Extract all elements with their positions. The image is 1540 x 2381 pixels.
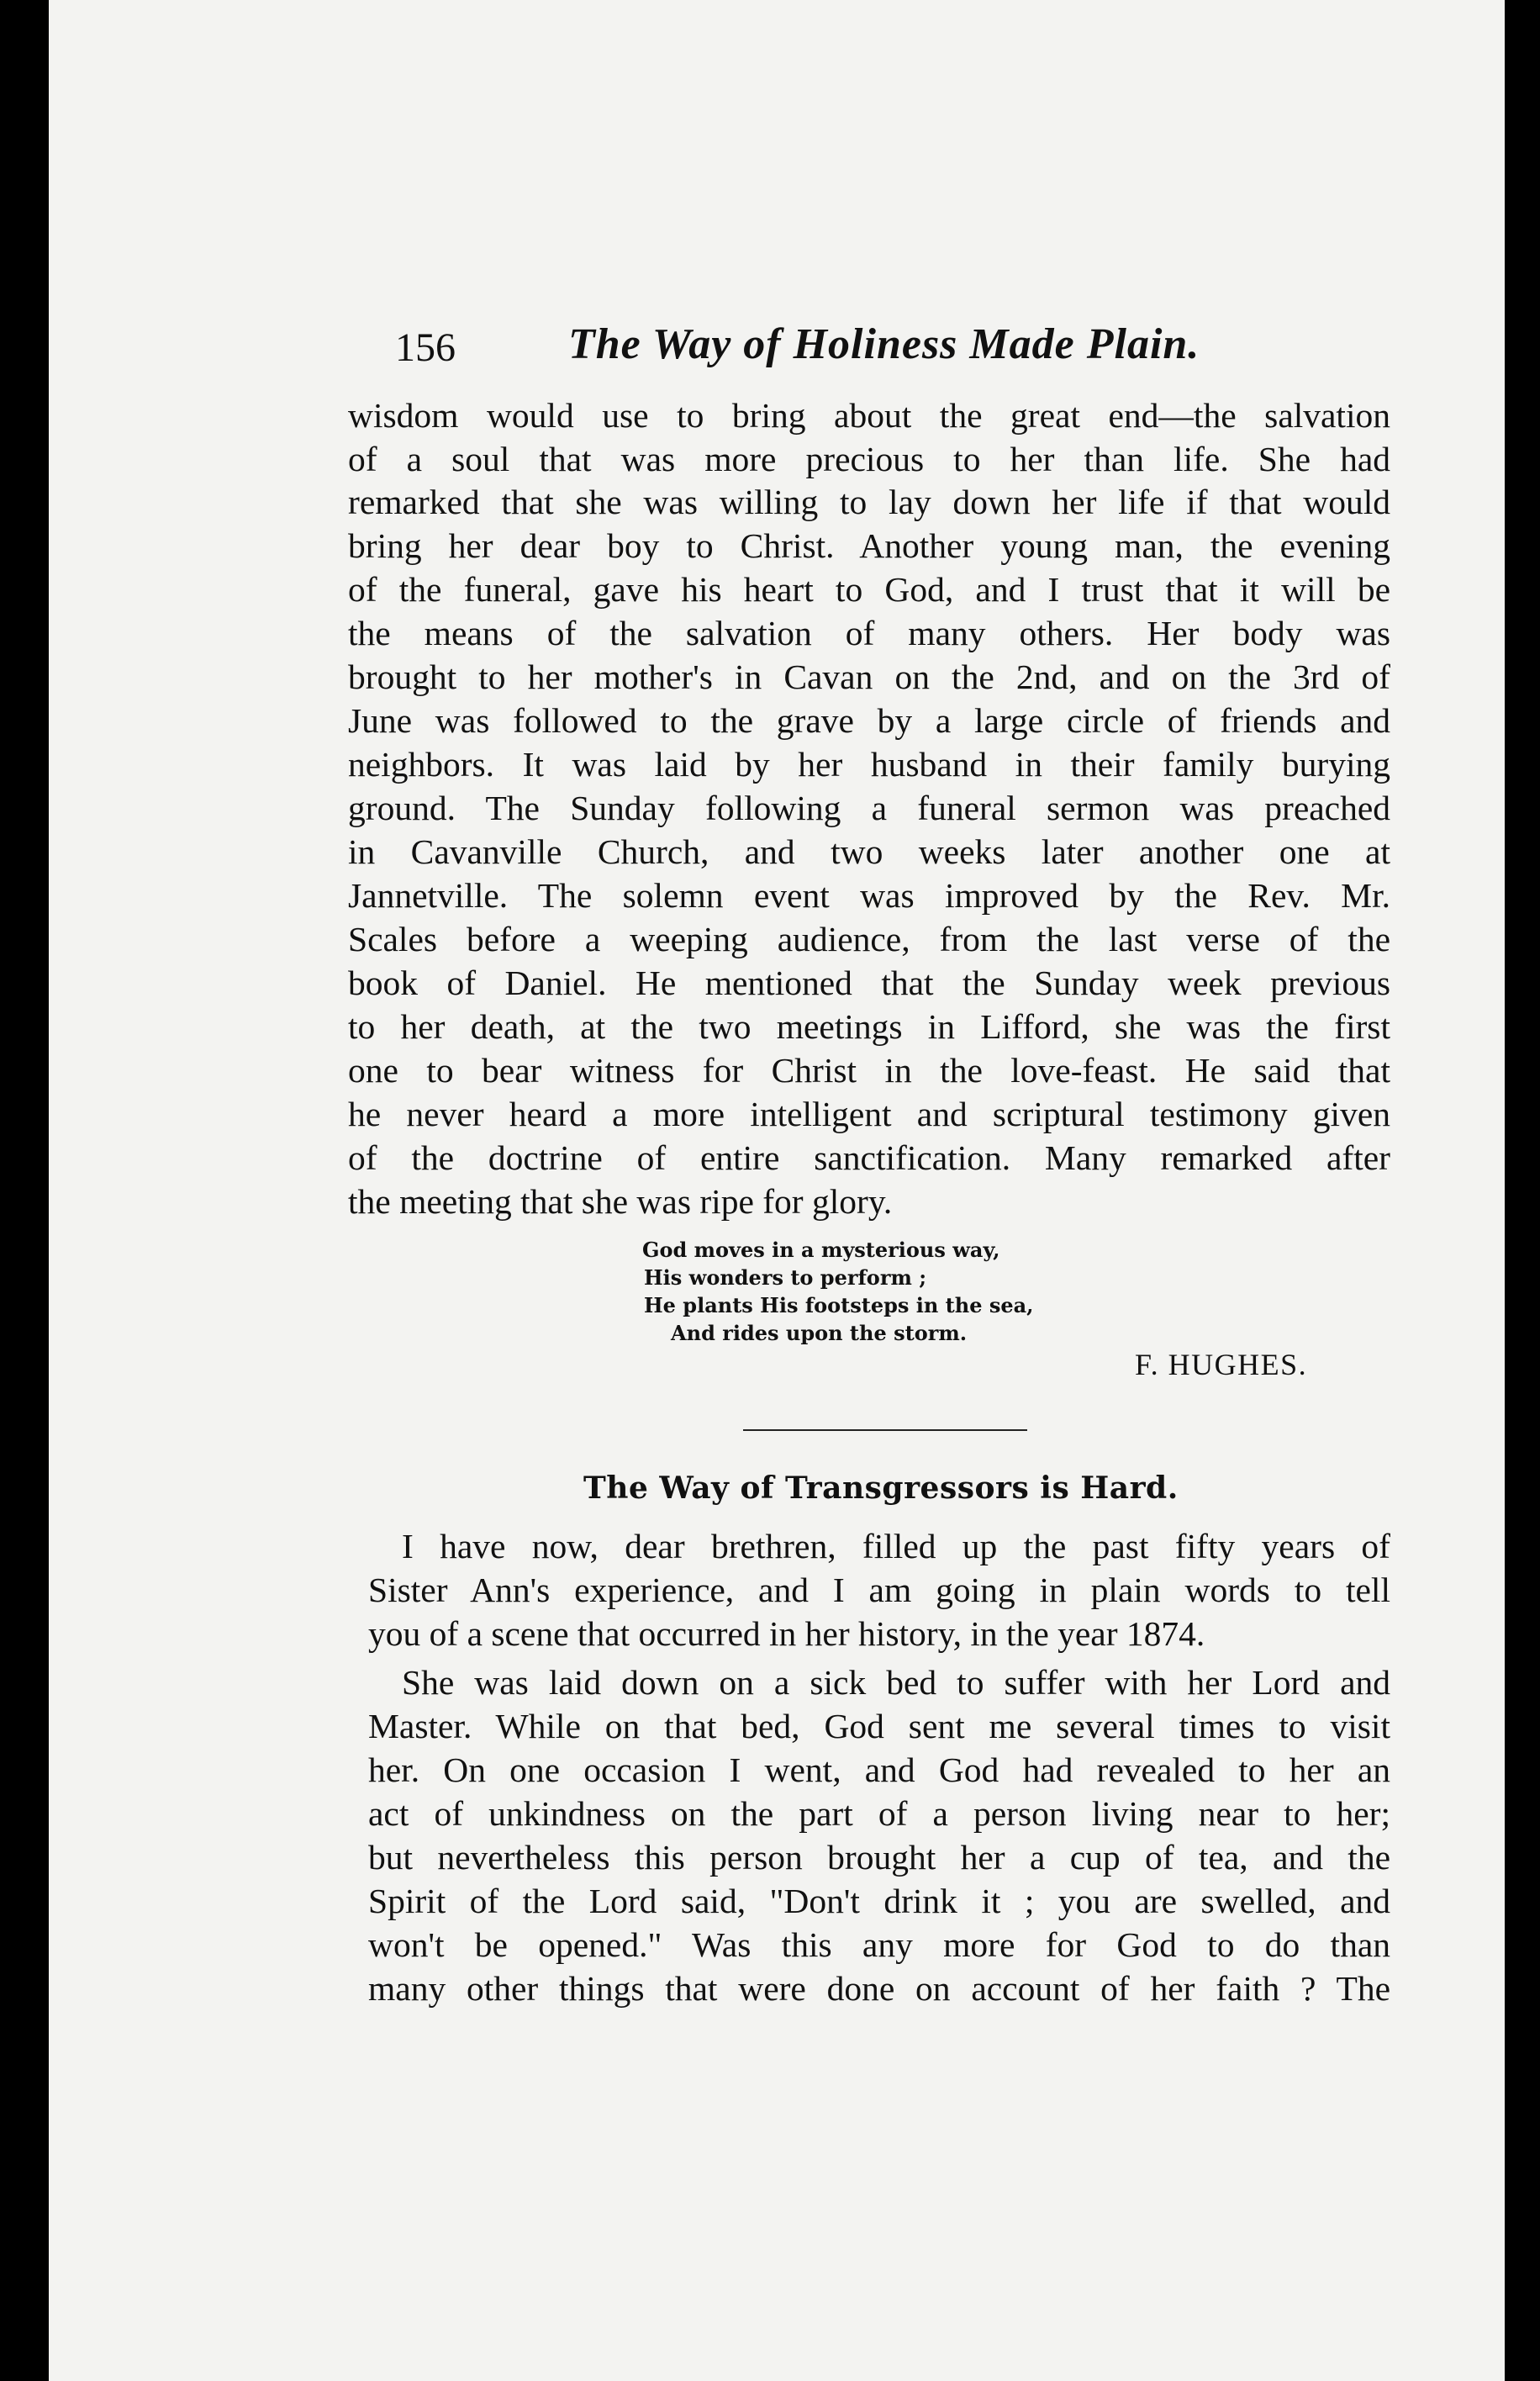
text-line: act of unkindness on the part of a person living near to her;: [368, 1794, 1390, 1833]
verse-line: He plants His footsteps in the sea,: [644, 1293, 1034, 1317]
section-heading: The Way of Transgressors is Hard.: [583, 1470, 1179, 1506]
text-line: remarked that she was willing to lay down her life if that would: [348, 483, 1390, 521]
text-line: book of Daniel. He mentioned that the Sunday week previous: [348, 963, 1390, 1002]
text-line: of a soul that was more precious to her than life. She had: [348, 440, 1390, 478]
text-line: wisdom would use to bring about the great end—the salvation: [348, 396, 1390, 435]
text-line: June was followed to the grave by a large circle of friends and: [348, 701, 1390, 740]
text-line: won't be opened." Was this any more for God to do than: [368, 1925, 1390, 1964]
text-line: of the doctrine of entire sanctification. Many remarked after: [348, 1138, 1390, 1177]
text-line: neighbors. It was laid by her husband in their family burying: [348, 745, 1390, 784]
text-line: Scales before a weeping audience, from the last verse of the: [348, 920, 1390, 958]
page-number: 156: [395, 325, 456, 370]
text-line: Jannetville. The solemn event was improved by the Rev. Mr.: [348, 876, 1390, 915]
text-line: ground. The Sunday following a funeral sermon was preached: [348, 789, 1390, 827]
text-line: the meeting that she was ripe for glory.: [348, 1182, 893, 1221]
text-line: Sister Ann's experience, and I am going in plain words to tell: [368, 1571, 1390, 1609]
text-line: one to bear witness for Christ in the love-feast. He said that: [348, 1051, 1390, 1090]
section-divider: [743, 1429, 1027, 1431]
text-line: her. On one occasion I went, and God had revealed to her an: [368, 1750, 1390, 1789]
verse-line: God moves in a mysterious way,: [642, 1238, 1000, 1262]
text-line: to her death, at the two meetings in Lifford, she was the first: [348, 1007, 1390, 1046]
running-title: The Way of Holiness Made Plain.: [568, 320, 1200, 368]
text-line: Spirit of the Lord said, "Don't drink it ; you are swelled, and: [368, 1882, 1390, 1920]
text-line: brought to her mother's in Cavan on the 2nd, and on the 3rd of: [348, 657, 1390, 696]
text-line: many other things that were done on account of her faith ? The: [368, 1969, 1390, 2008]
verse-line: His wonders to perform ;: [644, 1265, 927, 1290]
text-line: She was laid down on a sick bed to suffer with her Lord and: [402, 1663, 1390, 1702]
text-line: Master. While on that bed, God sent me several times to visit: [368, 1707, 1390, 1745]
text-line: but nevertheless this person brought her a cup of tea, and the: [368, 1838, 1390, 1877]
author-signature: F. HUGHES.: [1135, 1348, 1308, 1381]
book-page: [49, 0, 1505, 2381]
text-line: I have now, dear brethren, filled up the past fifty years of: [402, 1527, 1390, 1565]
text-line: bring her dear boy to Christ. Another young man, the evening: [348, 526, 1390, 565]
text-line: the means of the salvation of many others. Her body was: [348, 614, 1390, 652]
text-line: he never heard a more intelligent and scriptural testimony given: [348, 1095, 1390, 1133]
verse-line: And rides upon the storm.: [671, 1321, 968, 1345]
text-line: in Cavanville Church, and two weeks later another one at: [348, 832, 1390, 871]
text-line: you of a scene that occurred in her history, in the year 1874.: [368, 1614, 1205, 1653]
page-header: [395, 319, 1353, 395]
text-line: of the funeral, gave his heart to God, and I trust that it will be: [348, 570, 1390, 609]
